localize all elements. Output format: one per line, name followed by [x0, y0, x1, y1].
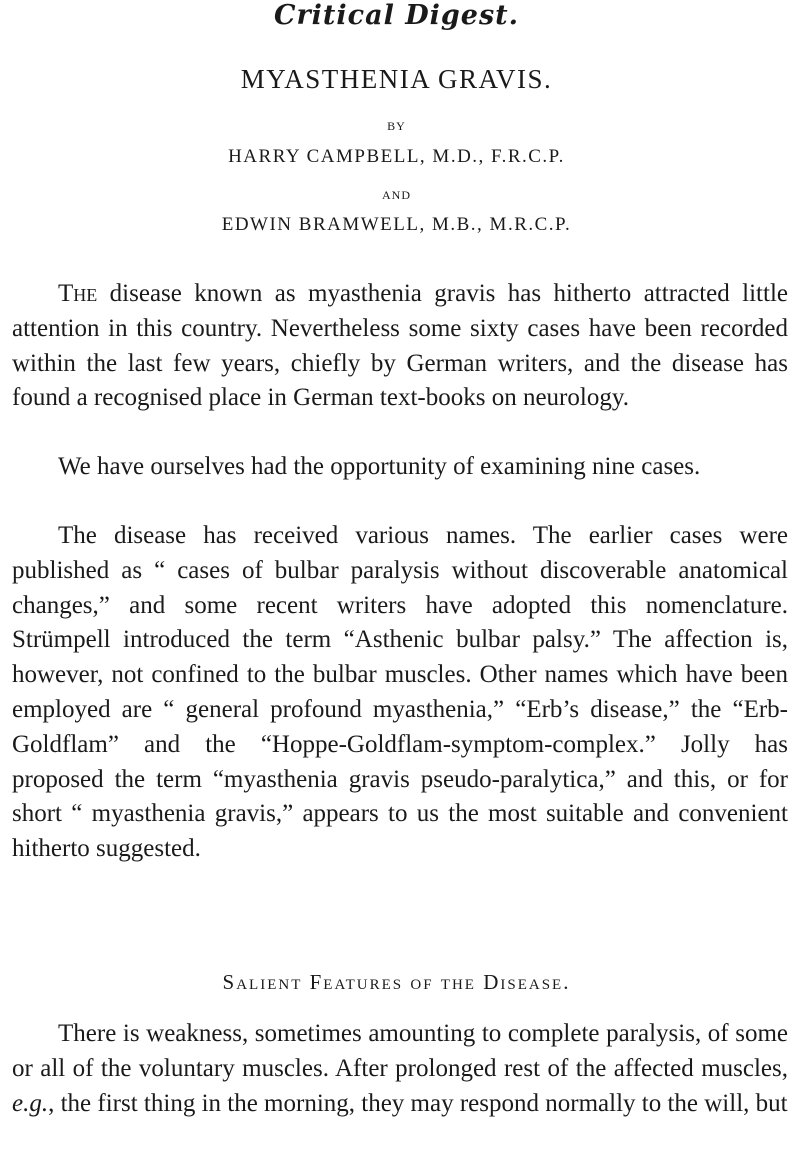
author-harry-campbell: HARRY CAMPBELL, M.D., F.R.C.P.	[228, 146, 565, 167]
paragraph-text: disease known as myasthenia gravis has hitherto attracted little attention in this country. Nevertheless some sixty cases have been recorded within the last few years, chiefly by German writers, and the disease has found a recognised place in German text-books on neurology.	[12, 280, 788, 412]
paragraph-weakness	[12, 1017, 788, 1121]
byline-by: BY	[387, 119, 406, 133]
paragraph-introduction	[12, 277, 788, 416]
section-heading-salient-features: Salient Features of the Disease.	[222, 970, 571, 994]
paragraph-nomenclature	[12, 519, 788, 867]
paragraph-cases-examined	[12, 450, 788, 485]
running-head: Critical Digest.	[273, 0, 520, 31]
paragraph-lead-word: The	[58, 280, 98, 307]
paragraph-text: There is weakness, sometimes amounting to complete paralysis, of some or all of the voluntary muscles. After prolonged rest of the affected muscles,	[12, 1020, 788, 1082]
author-edwin-bramwell: EDWIN BRAMWELL, M.B., M.R.C.P.	[221, 214, 572, 235]
paragraph-text-continued: , the first thing in the morning, they may respond normally to the will, but	[48, 1089, 788, 1117]
article-title: MYASTHENIA GRAVIS.	[240, 64, 553, 94]
byline-and: AND	[382, 188, 411, 202]
paragraph-italic-example: e.g.	[12, 1089, 49, 1117]
paragraph-text: We have ourselves had the opportunity of examining nine cases.	[58, 453, 701, 480]
paragraph-text: The disease has received various names. The earlier cases were published as “ cases of bulbar paralysis without discoverable anatomical changes,” and some recent writers have adopted this nomenclature. Strümpell introduced the term “Asthenic bulbar palsy.” The affection is, however, not confined to the bulbar muscles. Other names which have been employed are “ general profound myasthenia,” “Erb’s disease,” the “Erb-Goldflam” and the “Hoppe-Goldflam-symptom-complex.” Jolly has proposed the term “myasthenia gravis pseudo-paralytica,” and this, or for short “ myasthenia gravis,” appears to us the most suitable and convenient hitherto suggested.	[12, 522, 788, 863]
